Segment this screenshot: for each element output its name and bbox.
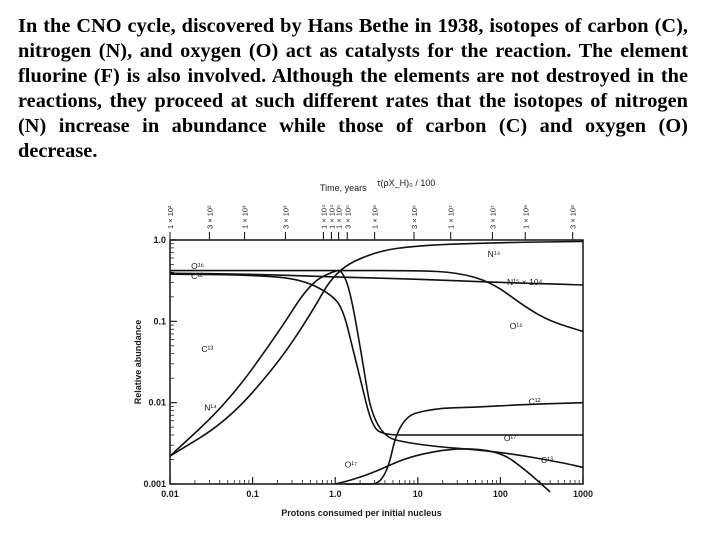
x-tick-label: 0.01	[161, 489, 179, 499]
top-tick-label: 1 × 10³	[240, 205, 250, 229]
curve-label: C¹³	[540, 455, 553, 466]
top-axis-formula: τ(ρX_H)₀ / 100	[377, 178, 436, 188]
y-tick-label: 0.01	[148, 397, 166, 408]
top-tick-label: 1 × 10⁴	[319, 204, 329, 229]
x-tick-label: 1.0	[328, 489, 342, 499]
x-tick-label: 10	[412, 489, 423, 499]
curve-label: O¹⁶	[191, 260, 205, 271]
curve-label: C¹²	[528, 396, 541, 407]
y-tick-label: 0.1	[153, 316, 166, 327]
slide-paragraph: In the CNO cycle, discovered by Hans Bethe in 1938, isotopes of carbon (C), nitrogen (N), and oxygen (O) act as catalysts for the reaction. The element fluorine (F) is also involved. Although the elements are not destroyed in the reactions, they proceed at such different rates that the isotopes of nitrogen (N) increase in abundance while those of carbon (C) and oxygen (O) decrease.	[18, 15, 688, 162]
curve-label: C¹²	[191, 271, 203, 282]
series-line-5	[345, 403, 583, 484]
top-tick-label: 3 × 10⁶	[410, 204, 420, 229]
curve-label: C¹³	[201, 343, 214, 354]
y-tick-label: 0.001	[143, 479, 166, 489]
top-tick-label: 3 × 10⁷	[488, 205, 498, 229]
curve-label: N¹⁴	[204, 402, 217, 413]
top-tick-label: 1 × 10⁶	[370, 204, 380, 229]
top-tick-label: 3 × 10³	[281, 205, 291, 229]
top-tick-label: 3 × 10²	[205, 205, 215, 229]
x-tick-label: 100	[492, 489, 508, 499]
curve-label: O¹⁷	[503, 432, 517, 443]
top-tick-label: 1 × 10⁵	[334, 204, 344, 229]
top-tick-label: 3 × 10⁸	[568, 204, 578, 229]
x-tick-label: 0.1	[246, 489, 259, 499]
top-axis-title: Time, years	[320, 183, 367, 193]
curve-label: O¹⁶	[509, 321, 523, 332]
curve-label: N¹⁵ × 10⁴	[506, 276, 543, 287]
top-tick-label: 1 × 10⁷	[446, 205, 456, 229]
series-line-1	[170, 274, 583, 435]
top-tick-label: 1 × 10⁸	[521, 204, 531, 229]
curve-label: N¹⁴	[487, 248, 501, 259]
x-axis-title: Protons consumed per initial nucleus	[281, 508, 442, 518]
top-tick-label: 1 × 10⁴	[327, 204, 337, 229]
top-tick-label: 1 × 10²	[166, 205, 175, 229]
curve-label: O¹⁷	[344, 459, 358, 470]
series-line-3	[170, 271, 583, 468]
y-axis-title: Relative abundance	[133, 319, 143, 405]
x-tick-label: 1000	[572, 489, 594, 499]
y-tick-label: 1.0	[153, 235, 166, 245]
top-tick-label: 3 × 10⁵	[343, 204, 353, 229]
